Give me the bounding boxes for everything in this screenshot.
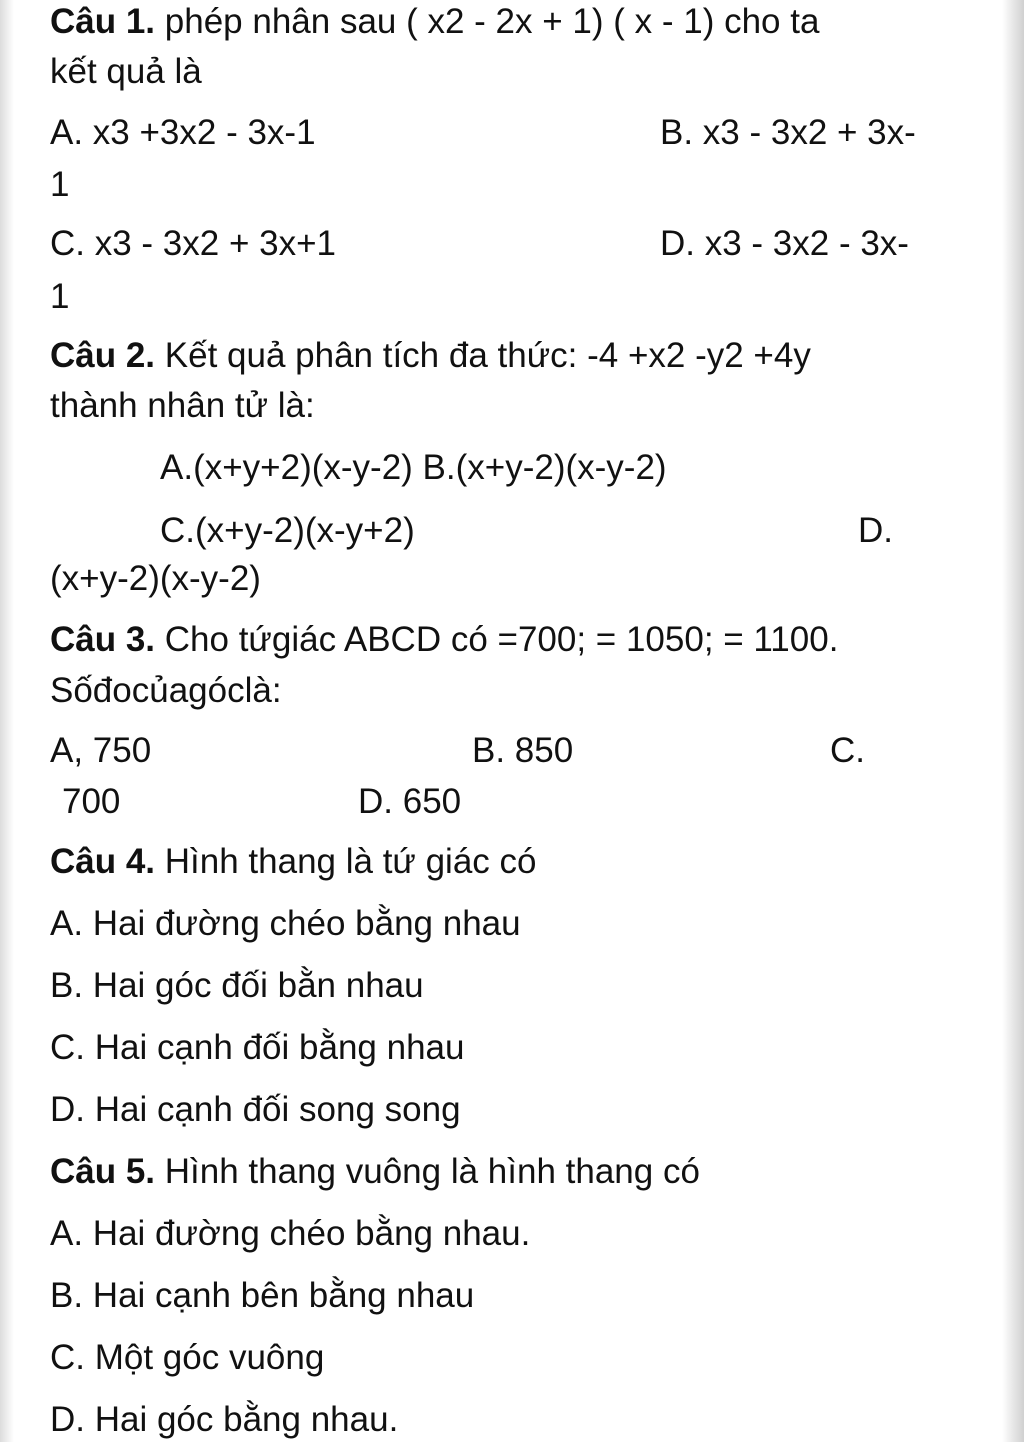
question-2-text-line-2: thành nhân tử là: (50, 386, 315, 425)
question-1-option-b-continued: 1 (50, 165, 70, 204)
question-4-option-c: C. Hai cạnh đối bằng nhau (50, 1028, 465, 1067)
page-right-edge-shadow (1002, 0, 1024, 1442)
question-2-option-d-continued: (x+y-2)(x-y-2) (50, 559, 261, 598)
question-5-option-b: B. Hai cạnh bên bằng nhau (50, 1276, 475, 1315)
question-3-text: Cho tứgiác ABCD có =700; = 1050; = 1100. (155, 620, 839, 659)
question-4-option-a: A. Hai đường chéo bằng nhau (50, 904, 521, 943)
question-3-text-line-2: Sốđocủagóclà: (50, 671, 282, 710)
question-3-label: Câu 3. (50, 620, 156, 659)
question-3-option-a: A, 750 (50, 731, 152, 770)
question-3-line-1 (50, 622, 838, 657)
question-1-option-d-continued: 1 (50, 277, 70, 316)
question-4-label: Câu 4. (50, 842, 156, 881)
question-5-option-c: C. Một góc vuông (50, 1338, 325, 1377)
question-4-text: Hình thang là tứ giác có (155, 842, 537, 881)
question-1-option-c: C. x3 - 3x2 + 3x+1 (50, 224, 336, 263)
question-5-option-d: D. Hai góc bằng nhau. (50, 1400, 399, 1439)
question-5-line-1 (50, 1154, 700, 1189)
question-2-text: Kết quả phân tích đa thức: -4 +x2 -y2 +4y (155, 336, 811, 375)
question-2-option-c: C.(x+y-2)(x-y+2) (160, 511, 415, 550)
question-1-text-line-2: kết quả là (50, 52, 202, 91)
question-1-line-1 (50, 4, 819, 39)
question-3-option-b: B. 850 (472, 731, 574, 770)
question-3-option-c-continued: 700 (62, 782, 121, 821)
question-1-option-d: D. x3 - 3x2 - 3x- (660, 224, 909, 263)
question-4-line-1 (50, 844, 536, 879)
page-left-edge-shadow (0, 0, 14, 1442)
question-2-label: Câu 2. (50, 336, 156, 375)
question-5-text: Hình thang vuông là hình thang có (155, 1152, 700, 1191)
question-3-option-d: D. 650 (358, 782, 462, 821)
question-4-option-b: B. Hai góc đối bằn nhau (50, 966, 424, 1005)
question-1-text: phép nhân sau ( x2 - 2x + 1) ( x - 1) cho ta (155, 2, 820, 41)
question-2-option-d: D. (858, 511, 893, 550)
question-2-options-a-b: A.(x+y+2)(x-y-2) B.(x+y-2)(x-y-2) (160, 448, 667, 487)
question-1-option-a: A. x3 +3x2 - 3x-1 (50, 113, 316, 152)
question-1-label: Câu 1. (50, 2, 156, 41)
question-4-option-d: D. Hai cạnh đối song song (50, 1090, 461, 1129)
question-2-line-1 (50, 338, 811, 373)
question-1-option-b: B. x3 - 3x2 + 3x- (660, 113, 916, 152)
question-3-option-c: C. (830, 731, 865, 770)
question-5-option-a: A. Hai đường chéo bằng nhau. (50, 1214, 531, 1253)
question-5-label: Câu 5. (50, 1152, 156, 1191)
